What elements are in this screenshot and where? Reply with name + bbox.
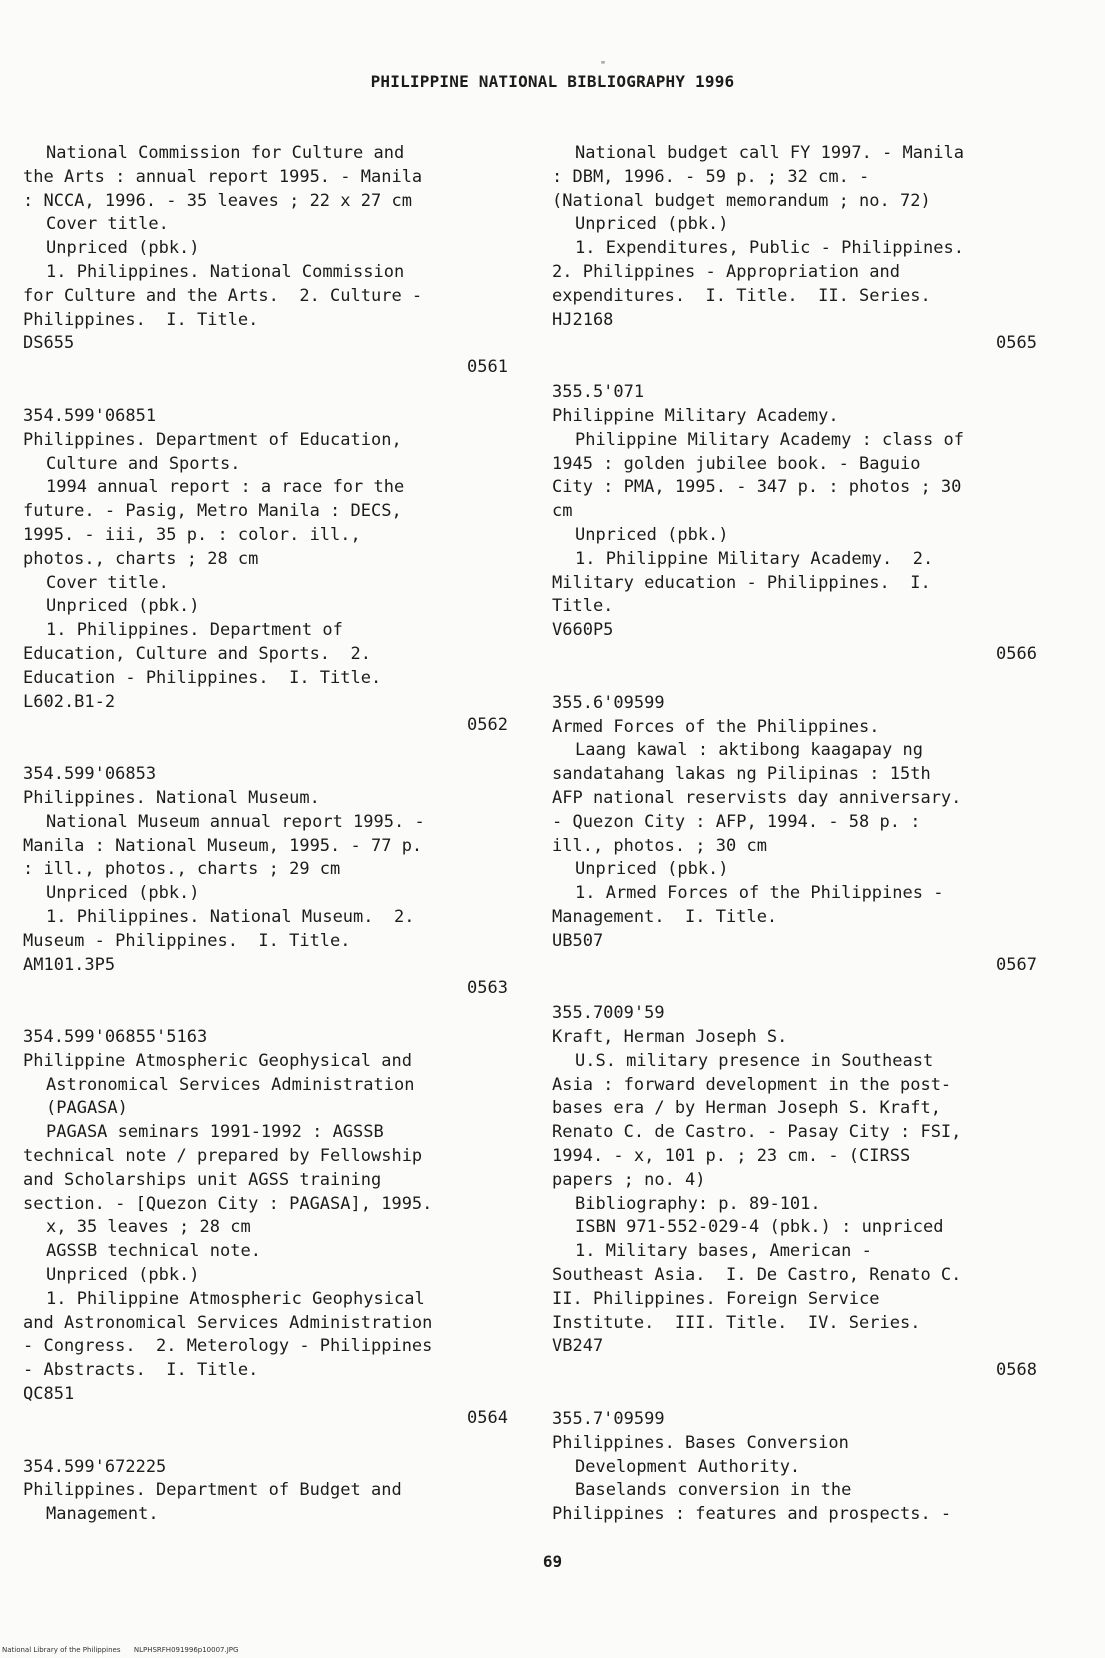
call-number: 355.5'071 bbox=[552, 382, 645, 403]
entry-line: Armed Forces of the Philippines. bbox=[552, 716, 880, 737]
entry-line: : NCCA, 1996. - 35 leaves ; 22 x 27 cm bbox=[23, 190, 412, 211]
entry-line: Philippines. Department of Education, bbox=[23, 429, 402, 450]
entry-line: Cover title. bbox=[46, 572, 169, 593]
entry-line: PAGASA seminars 1991-1992 : AGSSB bbox=[46, 1122, 384, 1143]
call-number: 355.7'09599 bbox=[552, 1409, 665, 1430]
entry-line: and Scholarships unit AGSS training bbox=[23, 1169, 382, 1190]
bibliographic-entry bbox=[552, 1408, 1037, 1527]
entry-line: National Museum annual report 1995. - bbox=[46, 811, 425, 832]
page-number: 69 bbox=[542, 1552, 563, 1571]
entry-line: Kraft, Herman Joseph S. bbox=[552, 1027, 788, 1048]
bibliographic-entry bbox=[23, 405, 508, 763]
entry-line: the Arts : annual report 1995. - Manila bbox=[23, 166, 423, 187]
right-column bbox=[552, 142, 1037, 1527]
entry-line: Philippines : features and prospects. - bbox=[552, 1504, 952, 1525]
entry-line: 1. Philippine Military Academy. 2. bbox=[575, 548, 934, 569]
entry-number: 0566 bbox=[996, 643, 1037, 664]
entry-line: and Astronomical Services Administration bbox=[23, 1312, 433, 1333]
entry-line: DS655 bbox=[23, 333, 75, 354]
entry-line: 1994 annual report : a race for the bbox=[46, 477, 405, 498]
entry-line: Astronomical Services Administration bbox=[46, 1074, 415, 1095]
entry-line: Southeast Asia. I. De Castro, Renato C. bbox=[552, 1265, 962, 1286]
entry-line: Philippines. I. Title. bbox=[23, 309, 259, 330]
entry-line: II. Philippines. Foreign Service bbox=[552, 1288, 880, 1309]
entry-line: L602.B1-2 bbox=[23, 691, 116, 712]
bibliographic-entry bbox=[23, 763, 508, 1026]
entry-line: 1. Philippine Atmospheric Geophysical bbox=[46, 1288, 425, 1309]
entry-spacer bbox=[552, 1383, 1037, 1408]
entry-line: - Quezon City : AFP, 1994. - 58 p. : bbox=[552, 811, 921, 832]
bibliographic-entry bbox=[552, 142, 1037, 381]
entry-line: National budget call FY 1997. - Manila bbox=[575, 143, 964, 163]
entry-line: Cover title. bbox=[46, 214, 169, 235]
entry-line: HJ2168 bbox=[552, 309, 614, 330]
entry-line: 2. Philippines - Appropriation and bbox=[552, 261, 900, 282]
entry-line: expenditures. I. Title. II. Series. bbox=[552, 285, 931, 306]
entry-line: Management. I. Title. bbox=[552, 906, 778, 927]
entry-line: Renato C. de Castro. - Pasay City : FSI, bbox=[552, 1122, 962, 1143]
entry-spacer bbox=[552, 667, 1037, 692]
entry-line: Unpriced (pbk.) bbox=[575, 859, 729, 880]
entry-line: photos., charts ; 28 cm bbox=[23, 548, 259, 569]
entry-line: Unpriced (pbk.) bbox=[575, 214, 729, 235]
entry-line: future. - Pasig, Metro Manila : DECS, bbox=[23, 501, 402, 522]
bibliographic-entry bbox=[552, 381, 1037, 692]
entry-line: National Commission for Culture and bbox=[46, 143, 405, 163]
call-number: 354.599'06851 bbox=[23, 405, 157, 426]
entry-line: AFP national reservists day anniversary. bbox=[552, 787, 962, 808]
entry-line: Education - Philippines. I. Title. bbox=[23, 667, 382, 688]
entry-line: Baselands conversion in the bbox=[575, 1480, 852, 1501]
entry-line: AGSSB technical note. bbox=[46, 1241, 261, 1262]
entry-number: 0561 bbox=[467, 357, 508, 378]
entry-line: Education, Culture and Sports. 2. bbox=[23, 643, 371, 664]
call-number: 354.599'06853 bbox=[23, 764, 157, 785]
entry-line: 1994. - x, 101 p. ; 23 cm. - (CIRSS bbox=[552, 1146, 911, 1167]
entry-line: 1. Philippines. National Commission bbox=[46, 261, 405, 282]
entry-line: City : PMA, 1995. - 347 p. : photos ; 30 bbox=[552, 477, 962, 498]
entry-line: x, 35 leaves ; 28 cm bbox=[46, 1217, 251, 1238]
entry-line: 1. Armed Forces of the Philippines - bbox=[575, 883, 944, 904]
bibliographic-entry bbox=[552, 1002, 1037, 1408]
entry-spacer bbox=[23, 738, 508, 763]
entry-line: (National budget memorandum ; no. 72) bbox=[552, 190, 931, 211]
entry-line: V660P5 bbox=[552, 620, 614, 641]
entry-line: Museum - Philippines. I. Title. bbox=[23, 930, 351, 951]
page-title: PHILIPPINE NATIONAL BIBLIOGRAPHY 1996 bbox=[370, 72, 735, 91]
entry-line: Bibliography: p. 89-101. bbox=[575, 1193, 821, 1214]
entry-line: (PAGASA) bbox=[46, 1098, 128, 1119]
entry-line: Manila : National Museum, 1995. - 77 p. bbox=[23, 835, 423, 856]
entry-line: Management. bbox=[46, 1504, 159, 1525]
entry-line: - Congress. 2. Meterology - Philippines bbox=[23, 1336, 433, 1357]
entry-line: Unpriced (pbk.) bbox=[46, 883, 200, 904]
entry-line: Development Authority. bbox=[575, 1456, 801, 1477]
call-number: 354.599'06855'5163 bbox=[23, 1027, 208, 1048]
entry-number: 0564 bbox=[467, 1407, 508, 1428]
entry-line: cm bbox=[552, 501, 573, 522]
entry-line: section. - [Quezon City : PAGASA], 1995. bbox=[23, 1193, 433, 1214]
entry-line: Title. bbox=[552, 596, 614, 617]
call-number: 355.6'09599 bbox=[552, 692, 665, 713]
entry-line: 1. Expenditures, Public - Philippines. bbox=[575, 238, 964, 259]
entry-line: ill., photos. ; 30 cm bbox=[552, 835, 767, 856]
entry-line: QC851 bbox=[23, 1384, 75, 1405]
entry-line: papers ; no. 4) bbox=[552, 1169, 706, 1190]
left-column bbox=[23, 142, 508, 1527]
entry-number: 0567 bbox=[996, 954, 1037, 975]
bibliographic-entry bbox=[23, 1026, 508, 1456]
entry-line: 1. Philippines. National Museum. 2. bbox=[46, 906, 415, 927]
call-number: 354.599'672225 bbox=[23, 1456, 167, 1477]
entry-number: 0568 bbox=[996, 1360, 1037, 1381]
entry-line: AM101.3P5 bbox=[23, 954, 116, 975]
entry-line: Philippines. Department of Budget and bbox=[23, 1480, 402, 1501]
bibliographic-entry bbox=[23, 1456, 508, 1527]
entry-line: UB507 bbox=[552, 930, 604, 951]
entry-line: Institute. III. Title. IV. Series. bbox=[552, 1312, 921, 1333]
entry-line: Unpriced (pbk.) bbox=[46, 596, 200, 617]
entry-line: Philippine Military Academy : class of bbox=[575, 429, 964, 450]
entry-line: 1. Military bases, American - bbox=[575, 1241, 872, 1262]
entry-line: technical note / prepared by Fellowship bbox=[23, 1146, 423, 1167]
entry-number: 0565 bbox=[996, 333, 1037, 354]
entry-spacer bbox=[23, 380, 508, 405]
entry-spacer bbox=[23, 1001, 508, 1026]
entry-spacer bbox=[552, 977, 1037, 1002]
entry-line: ISBN 971-552-029-4 (pbk.) : unpriced bbox=[575, 1217, 944, 1238]
entry-line: VB247 bbox=[552, 1336, 604, 1357]
entry-line: Military education - Philippines. I. bbox=[552, 572, 931, 593]
entry-line: Laang kawal : aktibong kaagapay ng bbox=[575, 740, 923, 761]
entry-number: 0562 bbox=[467, 715, 508, 736]
entry-line: Philippines. National Museum. bbox=[23, 787, 320, 808]
bibliographic-entry bbox=[552, 692, 1037, 1003]
entry-line: 1. Philippines. Department of bbox=[46, 620, 343, 641]
entry-line: bases era / by Herman Joseph S. Kraft, bbox=[552, 1098, 941, 1119]
entry-line: - Abstracts. I. Title. bbox=[23, 1360, 259, 1381]
entry-spacer bbox=[23, 1431, 508, 1456]
call-number: 355.7009'59 bbox=[552, 1003, 665, 1024]
entry-line: Philippine Atmospheric Geophysical and bbox=[23, 1050, 412, 1071]
entry-line: for Culture and the Arts. 2. Culture - bbox=[23, 285, 423, 306]
entry-number: 0563 bbox=[467, 978, 508, 999]
entry-line: Asia : forward development in the post- bbox=[552, 1074, 952, 1095]
page-mark: " bbox=[600, 60, 607, 71]
entry-line: Philippine Military Academy. bbox=[552, 405, 839, 426]
entry-line: Unpriced (pbk.) bbox=[46, 238, 200, 259]
entry-line: : DBM, 1996. - 59 p. ; 32 cm. - bbox=[552, 166, 870, 187]
entry-line: 1945 : golden jubilee book. - Baguio bbox=[552, 453, 921, 474]
entry-line: Unpriced (pbk.) bbox=[46, 1265, 200, 1286]
footer-credit: National Library of the Philippines NLPHSRFH091996p10007.JPG bbox=[2, 1646, 239, 1654]
entry-spacer bbox=[552, 356, 1037, 381]
entry-line: Philippines. Bases Conversion bbox=[552, 1432, 849, 1453]
entry-line: 1995. - iii, 35 p. : color. ill., bbox=[23, 524, 361, 545]
entry-line: : ill., photos., charts ; 29 cm bbox=[23, 859, 341, 880]
entry-line: Culture and Sports. bbox=[46, 453, 241, 474]
entry-line: Unpriced (pbk.) bbox=[575, 524, 729, 545]
entry-line: U.S. military presence in Southeast bbox=[575, 1050, 934, 1071]
bibliographic-entry bbox=[23, 142, 508, 405]
entry-line: sandatahang lakas ng Pilipinas : 15th bbox=[552, 764, 931, 785]
